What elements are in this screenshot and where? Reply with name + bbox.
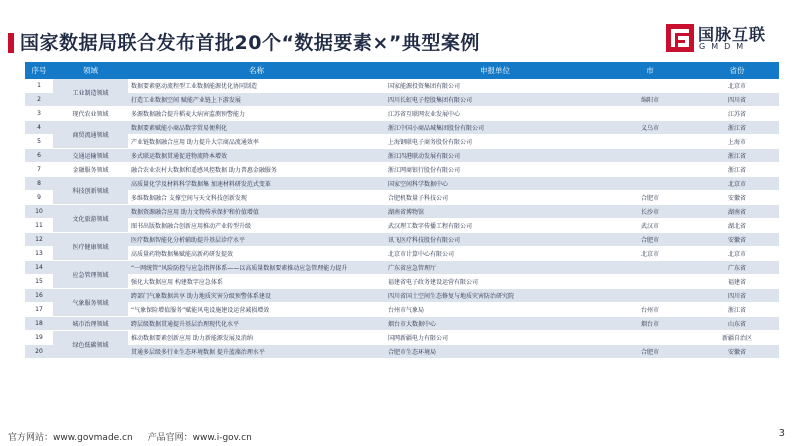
cell-name: 图书出版数据融合创新应用推动产业转型升级 xyxy=(128,219,385,233)
cell-province: 浙江省 xyxy=(695,163,779,177)
table-row xyxy=(25,317,779,331)
cell-no: 15 xyxy=(25,275,53,289)
cell-no: 19 xyxy=(25,331,53,345)
cell-unit: 广东省应急管理厅 xyxy=(385,261,605,275)
cell-field: 城市治理领域 xyxy=(53,317,128,331)
table-row xyxy=(25,289,779,303)
cell-no: 11 xyxy=(25,219,53,233)
header-name: 名称 xyxy=(128,62,385,79)
footer-official-site: 官方网站：www.govmade.cn xyxy=(8,433,133,443)
header-no: 序号 xyxy=(25,62,53,79)
brand-logo xyxy=(666,20,786,60)
header-city: 市 xyxy=(605,62,695,79)
cell-unit: 国家空间科学数据中心 xyxy=(385,177,605,191)
cell-field: 现代农业领域 xyxy=(53,107,128,121)
footer-product-site: 产品官网：www.i-gov.cn xyxy=(147,433,252,443)
cell-city: 绵阳市 xyxy=(605,93,695,107)
cell-field: 科技创新领域 xyxy=(53,177,128,205)
table-row xyxy=(25,191,779,205)
table-row xyxy=(25,121,779,135)
cell-city: 合肥市 xyxy=(605,233,695,247)
cell-unit: 合肥市生态环境局 xyxy=(385,345,605,359)
cell-city xyxy=(605,289,695,303)
cell-province: 山东省 xyxy=(695,317,779,331)
cell-no: 4 xyxy=(25,121,53,135)
cell-no: 16 xyxy=(25,289,53,303)
logo-en-text: GMDM xyxy=(699,42,750,51)
cell-city: 义乌市 xyxy=(605,121,695,135)
table-row xyxy=(25,219,779,233)
cases-table xyxy=(25,62,779,359)
table-row xyxy=(25,275,779,289)
cell-field: 文化旅游领域 xyxy=(53,205,128,233)
table-row xyxy=(25,247,779,261)
cell-field: 交通运输领域 xyxy=(53,149,128,163)
cell-name: 多维数据融合 支撑空间与天文科技创新发现 xyxy=(128,191,385,205)
table-header-row xyxy=(25,62,779,79)
cell-province: 北京市 xyxy=(695,247,779,261)
cell-city: 合肥市 xyxy=(605,191,695,205)
cell-city: 武汉市 xyxy=(605,219,695,233)
table-row xyxy=(25,79,779,93)
cell-name: 融合农业农村大数据和遥感风控数据 助力普惠金融服务 xyxy=(128,163,385,177)
cell-no: 6 xyxy=(25,149,53,163)
cell-field: 工业制造领域 xyxy=(53,79,128,107)
title-accent-bar xyxy=(8,33,14,53)
cell-unit: 浙江网商银行股份有限公司 xyxy=(385,163,605,177)
cell-province: 北京市 xyxy=(695,79,779,93)
table-row xyxy=(25,303,779,317)
cell-city xyxy=(605,107,695,121)
cell-province: 福建省 xyxy=(695,275,779,289)
cell-field: 绿色低碳领域 xyxy=(53,331,128,359)
cell-name: 高质量化学及材料科学数据集 加速材料研发范式变革 xyxy=(128,177,385,191)
cell-province: 安徽省 xyxy=(695,191,779,205)
cell-no: 12 xyxy=(25,233,53,247)
cell-province: 四川省 xyxy=(695,93,779,107)
cell-city xyxy=(605,149,695,163)
cell-field: 应急管理领域 xyxy=(53,261,128,289)
cell-unit: 上海钢联电子商务股份有限公司 xyxy=(385,135,605,149)
logo-cn-text: 国脉互联 xyxy=(698,25,767,44)
cell-province: 安徽省 xyxy=(695,345,779,359)
cell-unit: 湖南省博物馆 xyxy=(385,205,605,219)
cell-city: 长沙市 xyxy=(605,205,695,219)
cell-city: 北京市 xyxy=(605,247,695,261)
cases-table-wrapper xyxy=(25,62,779,359)
table-row xyxy=(25,93,779,107)
cell-city xyxy=(605,79,695,93)
cell-unit: 浙江四港联动发展有限公司 xyxy=(385,149,605,163)
cell-province: 浙江省 xyxy=(695,149,779,163)
cell-province: 湖南省 xyxy=(695,205,779,219)
cell-unit: 台州市气象局 xyxy=(385,303,605,317)
header-province: 省份 xyxy=(695,62,779,79)
page-title: 国家数据局联合发布首批20个“数据要素×”典型案例 xyxy=(20,32,480,54)
table-row xyxy=(25,163,779,177)
cell-city xyxy=(605,177,695,191)
cell-province: 广东省 xyxy=(695,261,779,275)
cell-province: 湖北省 xyxy=(695,219,779,233)
cell-name: 打造工业数据空间 赋能产业链上下游发展 xyxy=(128,93,385,107)
header-unit: 申报单位 xyxy=(385,62,605,79)
cell-name: 数据要素赋能小商品数字贸易便利化 xyxy=(128,121,385,135)
cell-province: 上海市 xyxy=(695,135,779,149)
cell-no: 1 xyxy=(25,79,53,93)
cell-unit: 福建省电子政务建设运营有限公司 xyxy=(385,275,605,289)
table-row xyxy=(25,107,779,121)
cell-field: 医疗健康领域 xyxy=(53,233,128,261)
cell-name: 多式联运数据贯通促进物流降本增效 xyxy=(128,149,385,163)
cell-field: 气象服务领域 xyxy=(53,289,128,317)
cell-province: 浙江省 xyxy=(695,303,779,317)
cell-no: 17 xyxy=(25,303,53,317)
cell-no: 18 xyxy=(25,317,53,331)
cell-field: 金融服务领域 xyxy=(53,163,128,177)
cell-unit: 国网新疆电力有限公司 xyxy=(385,331,605,345)
cell-city xyxy=(605,331,695,345)
page-number: 3 xyxy=(778,428,785,439)
cell-name: 强化大数据应用 构建数字应急体系 xyxy=(128,275,385,289)
cell-unit: 北京市计算中心有限公司 xyxy=(385,247,605,261)
cell-city: 合肥市 xyxy=(605,345,695,359)
cell-name: 数据资源融合应用 助力文物传承保护和价值增值 xyxy=(128,205,385,219)
cell-city xyxy=(605,261,695,275)
table-row xyxy=(25,233,779,247)
cell-field: 商贸流通领域 xyxy=(53,121,128,149)
cell-unit: 国家能源投资集团有限公司 xyxy=(385,79,605,93)
cell-name: 跨部门气象数据共享 助力地质灾害分级预警体系建设 xyxy=(128,289,385,303)
cell-name: 产业链数据融合应用 助力提升大宗商品流通效率 xyxy=(128,135,385,149)
table-row xyxy=(25,149,779,163)
cell-no: 3 xyxy=(25,107,53,121)
cell-unit: 江苏省互联网农业发展中心 xyxy=(385,107,605,121)
cell-city: 台州市 xyxy=(605,303,695,317)
cell-no: 20 xyxy=(25,345,53,359)
cell-name: 数据要素驱动流程型工业数据能源优化协同制造 xyxy=(128,79,385,93)
cell-province: 安徽省 xyxy=(695,233,779,247)
cell-no: 10 xyxy=(25,205,53,219)
table-row xyxy=(25,345,779,359)
cell-no: 8 xyxy=(25,177,53,191)
cell-city: 烟台市 xyxy=(605,317,695,331)
cell-no: 5 xyxy=(25,135,53,149)
cell-province: 浙江省 xyxy=(695,121,779,135)
cell-province: 新疆自治区 xyxy=(695,331,779,345)
cell-name: “一网统管”风险防控与应急指挥体系——以高质量数据要素推动应急管理能力提升 xyxy=(128,261,385,275)
cell-unit: 四川长虹电子控股集团有限公司 xyxy=(385,93,605,107)
table-row xyxy=(25,177,779,191)
cell-unit: 浙江中国小商品城集团股份有限公司 xyxy=(385,121,605,135)
header-field: 领域 xyxy=(53,62,128,79)
cell-name: 推动数据要素创新应用 助力新能源发展及消纳 xyxy=(128,331,385,345)
cell-name: “气象保险增值服务”赋能风电设施建设运营减损增效 xyxy=(128,303,385,317)
logo-mark-icon xyxy=(666,24,694,52)
cell-name: 多源数据融合提升稻麦大病害监测预警能力 xyxy=(128,107,385,121)
cell-city xyxy=(605,135,695,149)
cell-city xyxy=(605,163,695,177)
cell-province: 江苏省 xyxy=(695,107,779,121)
cell-province: 北京市 xyxy=(695,177,779,191)
cell-no: 9 xyxy=(25,191,53,205)
table-row xyxy=(25,331,779,345)
cell-no: 2 xyxy=(25,93,53,107)
cell-name: 跨层级数据贯通提升基层治理现代化水平 xyxy=(128,317,385,331)
cell-city xyxy=(605,275,695,289)
table-row xyxy=(25,261,779,275)
cell-name: 贯通多层级多行业生态环境数据 提升蓝藻治理水平 xyxy=(128,345,385,359)
cell-name: 医疗数据智能化分析辅助提升基层诊疗水平 xyxy=(128,233,385,247)
cell-unit: 四川省国土空间生态修复与地质灾害防治研究院 xyxy=(385,289,605,303)
cell-unit: 讯飞医疗科技股份有限公司 xyxy=(385,233,605,247)
cell-unit: 武汉理工数字传播工程有限公司 xyxy=(385,219,605,233)
cell-no: 7 xyxy=(25,163,53,177)
footer xyxy=(8,430,264,443)
cell-unit: 烟台市大数据中心 xyxy=(385,317,605,331)
table-row xyxy=(25,205,779,219)
cell-name: 高质量药物数据集赋能高新药研发提效 xyxy=(128,247,385,261)
cell-no: 14 xyxy=(25,261,53,275)
table-row xyxy=(25,135,779,149)
cell-province: 四川省 xyxy=(695,289,779,303)
cell-no: 13 xyxy=(25,247,53,261)
cell-unit: 合肥机数量子科技公司 xyxy=(385,191,605,205)
